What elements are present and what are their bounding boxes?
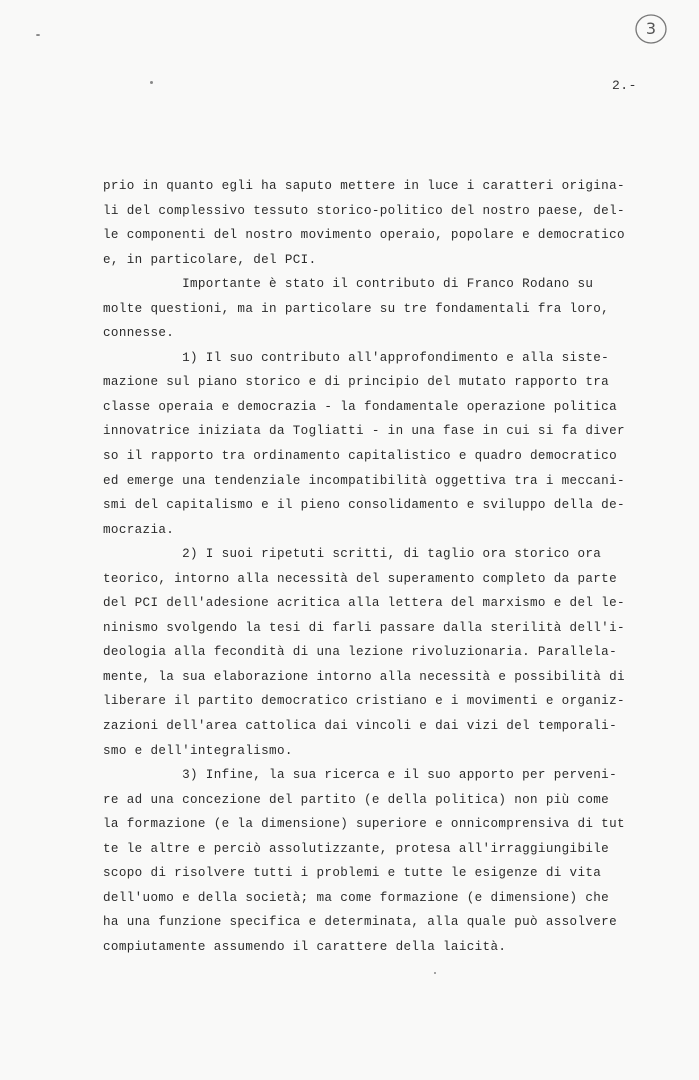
text-line: zazioni dell'area cattolica dai vincoli e dai vizi del temporali- xyxy=(103,719,617,734)
text-line: prio in quanto egli ha saputo mettere in luce i caratteri origina- xyxy=(103,179,625,193)
text-line: 2) I suoi ripetuti scritti, di taglio ora storico ora xyxy=(103,547,602,562)
text-line: li del complessivo tessuto storico-politico del nostro paese, del- xyxy=(103,203,625,218)
text-line: classe operaia e democrazia - la fondamentale operazione politica xyxy=(103,399,617,414)
text-line: 3) Infine, la sua ricerca e il suo apporto per perveni- xyxy=(103,768,617,783)
text-line: ha una funzione specifica e determinata, alla quale può assolvere xyxy=(103,915,617,930)
text-line: teorico, intorno alla necessità del superamento completo da parte xyxy=(103,571,617,586)
text-line: e, in particolare, del PCI. xyxy=(103,252,317,267)
body-text xyxy=(103,174,648,960)
speck xyxy=(150,81,153,84)
text-line: re ad una concezione del partito (e della politica) non più come xyxy=(103,792,610,807)
text-line: scopo di risolvere tutti i problemi e tutte le esigenze di vita xyxy=(103,866,602,881)
text-line: ed emerge una tendenziale incompatibilità oggettiva tra i meccani- xyxy=(103,473,625,488)
text-line: del PCI dell'adesione acritica alla lettera del marxismo e del le- xyxy=(103,596,625,611)
text-line: la formazione (e la dimensione) superiore e onnicomprensiva di tut xyxy=(103,817,625,832)
text-line: le componenti del nostro movimento operaio, popolare e democratico xyxy=(103,228,625,243)
text-line: te le altre e perciò assolutizzante, protesa all'irraggiungibile xyxy=(103,841,610,856)
stamp-number: 3 xyxy=(645,19,657,38)
text-line: smi del capitalismo e il pieno consolidamento e sviluppo della de- xyxy=(103,498,625,513)
text-line: deologia alla fecondità di una lezione rivoluzionaria. Parallela- xyxy=(103,645,617,660)
text-line: Importante è stato il contributo di Franco Rodano su xyxy=(103,277,594,292)
text-line: so il rapporto tra ordinamento capitalistico e quadro democratico xyxy=(103,449,617,464)
page-number: 2.- xyxy=(612,78,637,93)
text-line: smo e dell'integralismo. xyxy=(103,743,293,758)
speck xyxy=(434,972,436,974)
speck xyxy=(36,34,40,36)
text-line: mente, la sua elaborazione intorno alla necessità e possibilità di xyxy=(103,669,625,684)
text-line: mocrazia. xyxy=(103,522,175,537)
text-line: mazione sul piano storico e di principio del mutato rapporto tra xyxy=(103,375,610,390)
text-line: connesse. xyxy=(103,326,175,341)
text-line: liberare il partito democratico cristiano e i movimenti e organiz- xyxy=(103,694,625,709)
text-line: ninismo svolgendo la tesi di farli passare dalla sterilità dell'i- xyxy=(103,620,625,635)
text-line: dell'uomo e della società; ma come formazione (e dimensione) che xyxy=(103,890,610,905)
text-line: 1) Il suo contributo all'approfondimento e alla siste- xyxy=(103,350,610,365)
text-line: compiutamente assumendo il carattere della laicità. xyxy=(103,939,507,954)
page-stamp xyxy=(634,12,668,46)
text-line: molte questioni, ma in particolare su tre fondamentali fra loro, xyxy=(103,301,610,316)
text-line: innovatrice iniziata da Togliatti - in una fase in cui si fa diver xyxy=(103,424,625,439)
